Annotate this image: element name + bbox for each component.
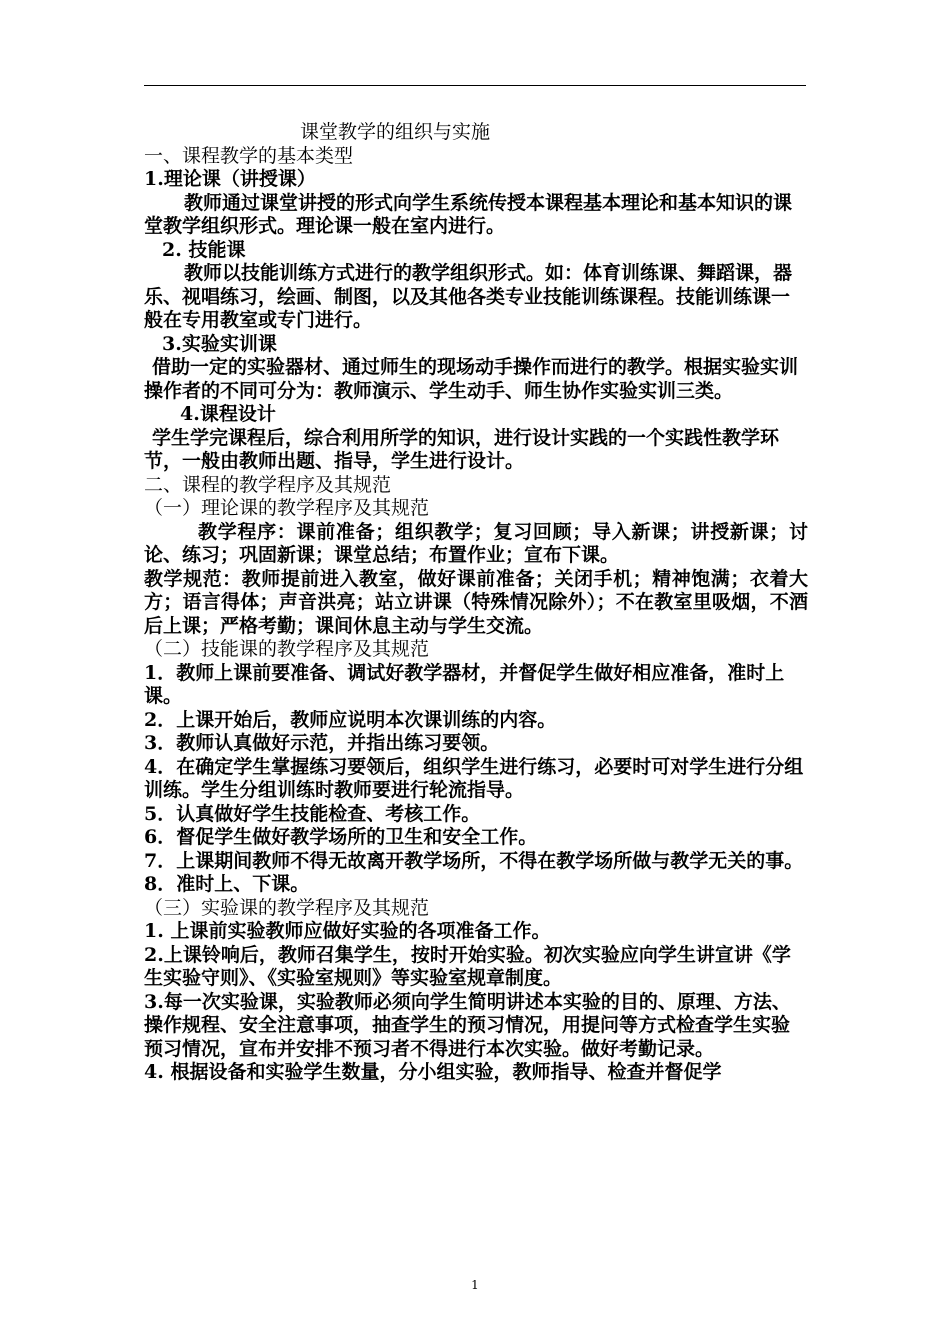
paragraph: 2.上课铃响后，教师召集学生，按时开始实验。初次实验应向学生讲宣讲《学生实验守则》、《实验室规则》等实验室规章制度。 (144, 943, 791, 989)
paragraph: （一）理论课的教学程序及其规范 (144, 497, 430, 519)
paragraph: 1.理论课（讲授课） (144, 168, 316, 190)
paragraph: 一、课程教学的基本类型 (144, 144, 354, 167)
paragraph: （二）技能课的教学程序及其规范 (144, 638, 430, 660)
paragraph: 二、课程的教学程序及其规范 (144, 473, 392, 496)
paragraph: 5．认真做好学生技能检查、考核工作。 (144, 802, 481, 825)
paragraph: 教学程序：课前准备；组织教学；复习回顾；导入新课；讲授新课；讨论、练习；巩固新课；课堂总结；布置作业；宣布下课。 (144, 520, 808, 566)
paragraph: 教师以技能训练方式进行的教学组织形式。如：体育训练课、舞蹈课，器乐、视唱练习，绘画、制图，以及其他各类专业技能训练课程。技能训练课一般在专用教室或专门进行。 (144, 262, 793, 331)
paragraph: （三）实验课的教学程序及其规范 (144, 896, 430, 919)
paragraph: 6．督促学生做好教学场所的卫生和安全工作。 (144, 826, 538, 848)
paragraph: 4．在确定学生掌握练习要领后，组织学生进行练习，必要时可对学生进行分组训练。学生分组训练时教师要进行轮流指导。 (144, 755, 804, 801)
paragraph: 3.实验实训课 (162, 332, 277, 355)
paragraph: 4. 根据设备和实验学生数量，分小组实验，教师指导、检查并督促学 (144, 1061, 722, 1083)
document-body (144, 121, 808, 1085)
document-title: 课堂教学的组织与实施 (300, 121, 491, 143)
paragraph: 学生学完课程后，综合利用所学的知识，进行设计实践的一个实践性教学环节，一般由教师出题、指导，学生进行设计。 (144, 426, 780, 472)
paragraph: 2. 技能课 (162, 238, 246, 261)
paragraph: 教师通过课堂讲授的形式向学生系统传授本课程基本理论和基本知识的课堂教学组织形式。理论课一般在室内进行。 (144, 191, 793, 237)
paragraph: 1. 上课前实验教师应做好实验的各项准备工作。 (144, 920, 551, 942)
paragraph: 3.每一次实验课，实验教师必须向学生简明讲述本实验的目的、原理、方法、操作规程、安全注意事项，抽查学生的预习情况，用提问等方式检查学生实验预习情况，宣布并安排不预习者不得进行本次实验。做好考勤记录。 (144, 990, 791, 1060)
page-number: 1 (471, 1278, 479, 1292)
paragraph: 3．教师认真做好示范，并指出练习要领。 (144, 732, 500, 754)
paragraph: 教学规范：教师提前进入教室，做好课前准备；关闭手机；精神饱满；衣着大方；语言得体；声音洪亮；站立讲课（特殊情况除外）；不在教室里吸烟，不酒后上课；严格考勤；课间休息主动与学生交流。 (144, 567, 808, 637)
paragraph: 借助一定的实验器材、通过师生的现场动手操作而进行的教学。根据实验实训操作者的不同可分为：教师演示、学生动手、师生协作实验实训三类。 (144, 356, 799, 402)
header-rule (144, 85, 806, 86)
paragraph: 2．上课开始后，教师应说明本次课训练的内容。 (144, 708, 557, 731)
paragraph: 4.课程设计 (180, 403, 276, 425)
paragraph: 1．教师上课前要准备、调试好教学器材，并督促学生做好相应准备，准时上课。 (144, 661, 785, 707)
paragraph: 8．准时上、下课。 (144, 873, 310, 895)
paragraph: 7．上课期间教师不得无故离开教学场所，不得在教学场所做与教学无关的事。 (144, 849, 804, 872)
